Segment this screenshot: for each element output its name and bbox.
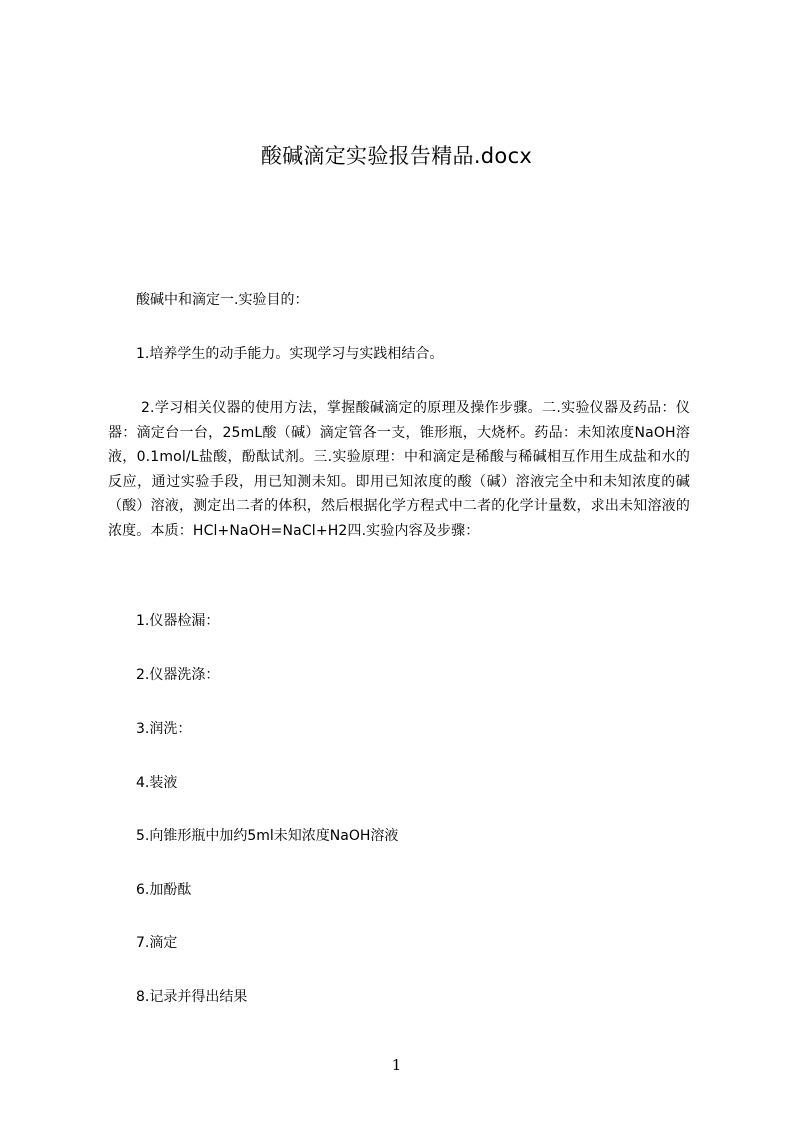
paragraph-step-7: 7.滴定 bbox=[136, 935, 178, 951]
document-title: 酸碱滴定实验报告精品.docx bbox=[260, 144, 533, 168]
paragraph-item-1: 1.培养学生的动手能力。实现学习与实践相结合。 bbox=[136, 346, 444, 362]
paragraph-step-5: 5.向锥形瓶中加约5ml未知浓度NaOH溶液 bbox=[136, 828, 399, 844]
paragraph-step-4: 4.装液 bbox=[136, 775, 178, 791]
paragraph-step-2: 2.仪器洗涤： bbox=[136, 667, 220, 683]
paragraph-main-body: 2.学习相关仪器的使用方法，掌握酸碱滴定的原理及操作步骤。二.实验仪器及药品：仪器：滴定台一台，25mL酸（碱）滴定管各一支，锥形瓶，大烧杯。药品：未知浓度NaOH溶液，0.1mol/L盐酸，酚酞试剂。三.实验原理：中和滴定是稀酸与稀碱相互作用生成盐和水的反应，通过实验手段，用已知测未知。即用已知浓度的酸（碱）溶液完全中和未知浓度的碱（酸）溶液，测定出二者的体积，然后根据化学方程式中二者的化学计量数，求出未知溶液的浓度。本质：HCl+NaOH=NaCl+H2四.实验内容及步骤： bbox=[108, 400, 690, 539]
paragraph-step-1: 1.仪器检漏： bbox=[136, 613, 220, 629]
paragraph-step-8: 8.记录并得出结果 bbox=[136, 989, 248, 1005]
paragraph-section-title: 酸碱中和滴定一.实验目的： bbox=[136, 292, 309, 308]
paragraph-step-3: 3.润洗： bbox=[136, 721, 192, 737]
page-number: 1 bbox=[391, 1056, 402, 1074]
paragraph-step-6: 6.加酚酞 bbox=[136, 882, 192, 898]
